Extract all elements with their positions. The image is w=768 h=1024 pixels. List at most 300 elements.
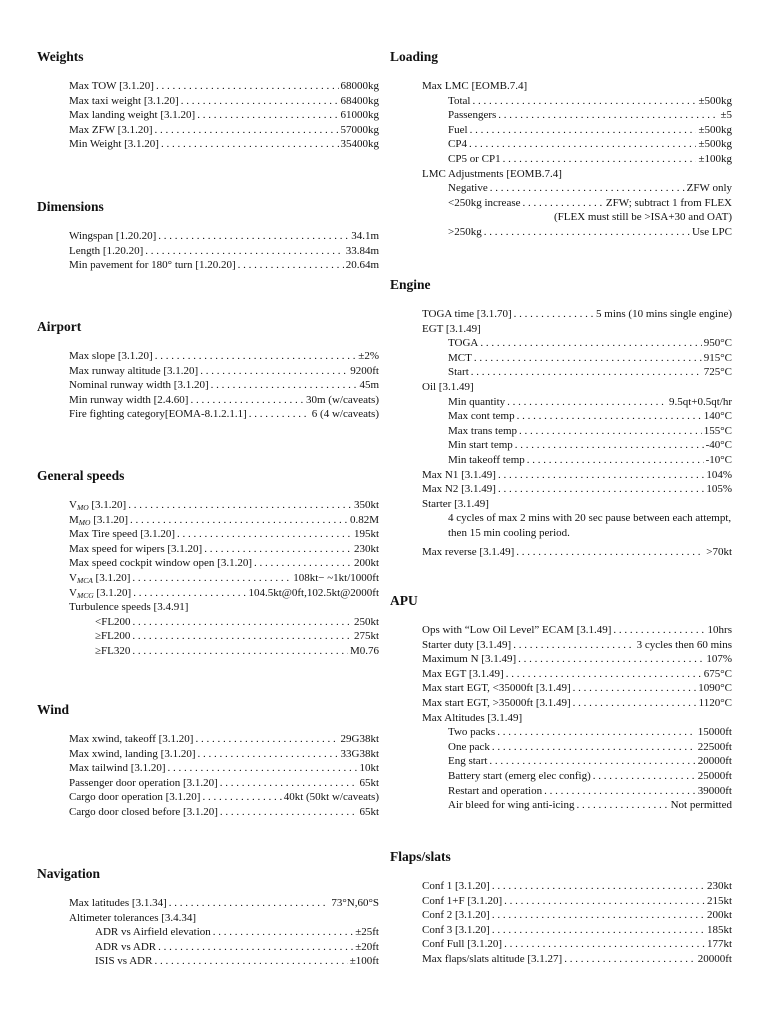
section-title-navigation: Navigation: [37, 866, 101, 881]
list-item: [37, 790, 379, 805]
list-item: [390, 784, 732, 799]
item-label: Max ZFW [3.1.20]: [69, 123, 153, 136]
symbol-subscript: MO: [76, 503, 89, 512]
leader-dots: [613, 623, 705, 638]
leader-dots: [200, 364, 348, 379]
leader-dots: [154, 954, 347, 969]
list-item: [37, 896, 379, 911]
leader-dots: [202, 790, 281, 805]
item-value: 0.82M: [349, 513, 379, 526]
item-value: 57000kg: [340, 123, 379, 136]
max-altitudes-label: Max Altitudes [3.1.49]: [422, 711, 523, 724]
leader-dots: [593, 769, 696, 784]
item-label: Cargo door closed before [3.1.20]: [69, 805, 218, 818]
item-value: 725°C: [703, 366, 732, 379]
reference: [3.1.20]: [92, 571, 131, 584]
item-value: 195kt: [353, 528, 379, 541]
item-label: ADR vs Airfield elevation: [95, 926, 211, 939]
list-item: [390, 798, 732, 813]
list-item: [37, 407, 379, 422]
list-item: [37, 747, 379, 762]
item-value: M0.76: [349, 644, 379, 657]
item-value: 155°C: [703, 424, 732, 437]
leader-dots: [498, 482, 704, 497]
leader-dots: [515, 438, 704, 453]
leader-dots: [492, 923, 705, 938]
leader-dots: [514, 307, 594, 322]
leader-dots: [480, 336, 701, 351]
list-item: [37, 586, 379, 601]
list-item: [37, 571, 379, 586]
lmc-adjustments-label: LMC Adjustments [EOMB.7.4]: [422, 167, 562, 180]
item-label: Max reverse [3.1.49]: [422, 545, 515, 558]
leader-dots: [254, 556, 352, 571]
symbol-subscript: MCA: [76, 575, 93, 585]
item-label: Battery start (emerg elec config): [448, 769, 591, 782]
reference: [3.1.20]: [90, 513, 129, 526]
section-title-airport: Airport: [37, 319, 82, 334]
list-item: [390, 137, 732, 152]
leader-dots: [145, 244, 343, 259]
list-item: [37, 364, 379, 379]
leader-dots: [564, 952, 696, 967]
item-label: Conf 3 [3.1.20]: [422, 923, 490, 936]
leader-dots: [492, 879, 705, 894]
item-label: Air bleed for wing anti-icing: [448, 799, 575, 812]
list-item: [37, 137, 379, 152]
item-value: 915°C: [703, 351, 732, 364]
item-label: TOGA time [3.1.70]: [422, 308, 512, 320]
leader-dots: [133, 615, 352, 630]
weights-list: [37, 79, 379, 152]
list-item: [390, 453, 732, 468]
symbol-main: V: [69, 586, 77, 599]
item-label: Passengers: [448, 109, 497, 122]
list-item: [390, 307, 732, 322]
list-item: [37, 108, 379, 123]
item-label: Max xwind, takeoff [3.1.20]: [69, 733, 194, 745]
section-title-loading: Loading: [390, 49, 439, 64]
item-value: ±100kg: [698, 152, 732, 165]
item-value: 68400kg: [340, 94, 379, 107]
item-value: 230kt: [706, 880, 732, 892]
leader-dots: [489, 754, 695, 769]
leader-dots: [132, 571, 291, 586]
item-label: Conf 1 [3.1.20]: [422, 880, 490, 892]
weights-section: [37, 49, 379, 152]
turbulence-label: Turbulence speeds [3.4.91]: [69, 601, 189, 614]
list-item: [390, 181, 732, 196]
item-label: Wingspan [1.20.20]: [69, 230, 157, 242]
general-speeds-section: [37, 468, 379, 659]
symbol-main: M: [69, 513, 79, 526]
list-item: [390, 952, 732, 967]
item-value: 61000kg: [340, 109, 379, 122]
item-label: CP5 or CP1: [448, 152, 501, 165]
list-item: [390, 424, 732, 439]
item-label: Max speed for wipers [3.1.20]: [69, 542, 203, 555]
leader-dots: [497, 725, 696, 740]
list-item: [390, 351, 732, 366]
list-item: [390, 468, 732, 483]
leader-dots: [133, 586, 246, 601]
item-label: <FL200: [95, 615, 131, 628]
item-value: 20000ft: [697, 755, 732, 768]
list-item: [37, 79, 379, 94]
leader-dots: [190, 393, 304, 408]
item-label: Max N1 [3.1.49]: [422, 468, 496, 481]
list-item: [390, 652, 732, 667]
item-label: One pack: [448, 740, 490, 753]
item-label: Two packs: [448, 726, 496, 739]
list-item: [37, 349, 379, 364]
leader-dots: [516, 545, 704, 560]
item-value: 65kt: [359, 805, 379, 818]
item-label: Min quantity: [448, 395, 506, 408]
item-label: Max Tire speed [3.1.20]: [69, 528, 176, 541]
leader-dots: [470, 123, 697, 138]
leader-dots: [498, 108, 718, 123]
list-item: [390, 545, 732, 560]
list-item: [37, 513, 379, 528]
item-label: Conf 2 [3.1.20]: [422, 909, 490, 922]
section-title-general-speeds: General speeds: [37, 468, 125, 483]
leader-dots: [204, 542, 352, 557]
item-label: Fuel: [448, 123, 468, 136]
item-label: Cargo door operation [3.1.20]: [69, 791, 201, 804]
item-label: ISIS vs ADR: [95, 955, 153, 968]
item-label: TOGA: [448, 337, 479, 350]
leader-dots: [518, 652, 704, 667]
item-value: 10hrs: [707, 624, 732, 636]
leader-dots: [132, 629, 352, 644]
leader-dots: [220, 776, 358, 791]
item-value: 9.5qt+0.5qt/hr: [668, 395, 732, 408]
item-value: ±500kg: [698, 123, 732, 136]
item-value: 1090°C: [698, 682, 732, 695]
list-item: [37, 629, 379, 644]
item-label: Min runway width [2.4.60]: [69, 393, 189, 406]
starter-label: Starter [3.1.49]: [422, 497, 489, 510]
wind-section: [37, 702, 379, 820]
item-value: 3 cycles then 60 mins: [636, 638, 732, 651]
flaps-slats-section: [390, 849, 732, 967]
symbol-main: V: [69, 571, 77, 584]
section-title-weights: Weights: [37, 49, 84, 64]
list-item: [37, 123, 379, 138]
item-value: ±500kg: [698, 94, 732, 107]
item-value: ZFW only: [686, 182, 732, 195]
item-value: 40kt (50kt w/caveats): [283, 791, 379, 804]
item-value: 104.5kt@0ft,102.5kt@2000ft: [248, 586, 379, 599]
item-label: Max TOW [3.1.20]: [69, 80, 154, 92]
leader-dots: [155, 123, 339, 138]
list-item: [390, 152, 732, 167]
list-item: [390, 725, 732, 740]
list-item: [390, 94, 732, 109]
item-label: Max start EGT, >35000ft [3.1.49]: [422, 696, 571, 709]
section-title-wind: Wind: [37, 702, 70, 717]
list-item: [37, 527, 379, 542]
item-value: 68000kg: [340, 80, 379, 92]
item-value: 1120°C: [698, 696, 732, 709]
leader-dots: [181, 94, 339, 109]
item-label: Starter duty [3.1.49]: [422, 638, 512, 651]
item-label: ≥FL200: [95, 630, 131, 643]
item-value: Use LPC: [691, 225, 732, 238]
item-label: Max start EGT, <35000ft [3.1.49]: [422, 682, 571, 695]
item-value: 200kt: [353, 557, 379, 570]
list-item: [390, 908, 732, 923]
item-value: 950°C: [703, 337, 732, 350]
leader-dots: [249, 407, 310, 422]
item-label: [69, 498, 126, 513]
item-value: 65kt: [359, 776, 379, 789]
item-value: 15000ft: [697, 726, 732, 739]
item-label: Max speed cockpit window open [3.1.20]: [69, 557, 252, 570]
leader-dots: [469, 137, 696, 152]
leader-dots: [220, 805, 358, 820]
item-value: 108kt− ~1kt/1000ft: [293, 571, 379, 584]
item-value: ZFW; subtract 1 from FLEX: [605, 196, 732, 209]
leader-dots: [504, 894, 705, 909]
item-label: Eng start: [448, 755, 488, 768]
item-label: Fire fighting category[EOMA-8.1.2.1.1]: [69, 408, 247, 421]
item-label: Start: [448, 366, 469, 379]
leader-dots: [498, 468, 704, 483]
reference: [3.1.20]: [88, 499, 127, 511]
leader-dots: [492, 908, 705, 923]
list-item: [390, 769, 732, 784]
item-label: [69, 571, 130, 586]
leader-dots: [474, 351, 702, 366]
leader-dots: [132, 644, 348, 659]
leader-dots: [472, 94, 696, 109]
list-item: [37, 925, 379, 940]
leader-dots: [158, 229, 349, 244]
list-item: [390, 438, 732, 453]
item-label: ADR vs ADR: [95, 940, 157, 953]
item-value: 185kt: [706, 923, 732, 936]
item-value: 104%: [706, 468, 732, 481]
section-title-engine: Engine: [390, 277, 431, 292]
item-label: Max xwind, landing [3.1.20]: [69, 747, 196, 760]
leader-dots: [513, 638, 634, 653]
leader-dots: [471, 365, 702, 380]
item-value: >70kt: [706, 545, 732, 558]
item-label: Total: [448, 94, 471, 107]
item-value: 39000ft: [697, 784, 732, 797]
list-item: [390, 108, 732, 123]
list-item: [37, 378, 379, 393]
leader-dots: [213, 925, 353, 940]
list-item: [390, 123, 732, 138]
list-item: [390, 482, 732, 497]
item-value: 215kt: [706, 894, 732, 907]
navigation-section: [37, 866, 379, 969]
item-label: Max slope [3.1.20]: [69, 350, 153, 362]
loading-section: [390, 49, 732, 240]
leader-dots: [573, 681, 697, 696]
dimensions-section: [37, 199, 379, 273]
list-item: [390, 696, 732, 711]
list-item: [390, 225, 732, 240]
item-value: 105%: [706, 483, 732, 496]
oil-label: Oil [3.1.49]: [422, 380, 474, 393]
item-value: 230kt: [353, 542, 379, 555]
list-item: [390, 623, 732, 638]
item-label: CP4: [448, 138, 467, 151]
item-label: Min takeoff temp: [448, 453, 525, 466]
item-label: Max EGT [3.1.49]: [422, 667, 504, 680]
list-item: [37, 761, 379, 776]
list-item: [390, 894, 732, 909]
item-label: Max flaps/slats altitude [3.1.27]: [422, 952, 563, 965]
item-label: Nominal runway width [3.1.20]: [69, 379, 209, 392]
item-value: 9200ft: [350, 364, 379, 377]
list-item: [390, 879, 732, 894]
flex-note: (FLEX must still be >ISA+30 and OAT): [553, 211, 732, 224]
item-label: Conf Full [3.1.20]: [422, 938, 503, 951]
item-value: 275kt: [353, 630, 379, 643]
item-label: Passenger door operation [3.1.20]: [69, 776, 218, 789]
list-item: [37, 954, 379, 969]
item-label: Max taxi weight [3.1.20]: [69, 94, 179, 107]
item-value: ±5: [720, 109, 732, 122]
symbol-subscript: MCG: [76, 590, 94, 600]
item-value: 200kt: [706, 909, 732, 922]
symbol-main: V: [69, 499, 77, 511]
leader-dots: [195, 732, 338, 747]
engine-section: [390, 277, 732, 559]
leader-dots: [544, 784, 696, 799]
list-item: [390, 754, 732, 769]
item-label: MCT: [448, 351, 472, 364]
item-label: Min Weight [3.1.20]: [69, 138, 159, 151]
item-label: Conf 1+F [3.1.20]: [422, 894, 503, 907]
leader-dots: [238, 258, 344, 273]
item-value: 177kt: [706, 938, 732, 951]
item-label: Max trans temp: [448, 424, 518, 437]
item-value: 30m (w/caveats): [306, 393, 379, 406]
item-value: ±2%: [358, 350, 379, 362]
item-value: 20000ft: [697, 952, 732, 965]
list-item: [37, 615, 379, 630]
section-title-flaps-slats: Flaps/slats: [390, 849, 451, 864]
item-label: Min pavement for 180° turn [1.20.20]: [69, 259, 236, 272]
item-label: >250kg: [448, 225, 482, 238]
item-value: ±500kg: [698, 138, 732, 151]
item-label: Length [1.20.20]: [69, 244, 144, 257]
max-lmc-label: Max LMC [EOMB.7.4]: [422, 80, 528, 92]
item-value: 45m: [359, 379, 379, 392]
item-value: ±25ft: [355, 926, 379, 939]
item-label: [69, 513, 128, 528]
item-value: 29G38kt: [340, 733, 379, 745]
leader-dots: [503, 152, 697, 167]
item-label: Min start temp: [448, 439, 513, 452]
section-title-apu: APU: [390, 593, 418, 608]
list-item: [37, 229, 379, 244]
item-label: ≥FL320: [95, 644, 131, 657]
leader-dots: [168, 761, 358, 776]
leader-dots: [197, 747, 338, 762]
leader-dots: [177, 527, 352, 542]
list-item: [37, 244, 379, 259]
item-label: [69, 586, 131, 601]
leader-dots: [517, 409, 702, 424]
list-item: [37, 776, 379, 791]
leader-dots: [130, 513, 348, 528]
item-value: 350kt: [353, 499, 379, 511]
leader-dots: [506, 667, 702, 682]
leader-dots: [519, 424, 702, 439]
item-label: Max N2 [3.1.49]: [422, 483, 496, 496]
item-value: 5 mins (10 mins single engine): [596, 308, 732, 320]
item-value: ±20ft: [355, 940, 379, 953]
item-value: Not permitted: [670, 799, 732, 812]
list-item: [390, 638, 732, 653]
list-item: [390, 740, 732, 755]
item-value: 34.1m: [351, 230, 379, 242]
leader-dots: [197, 108, 338, 123]
item-value: 107%: [706, 653, 732, 666]
item-value: 20.64m: [345, 259, 379, 272]
leader-dots: [504, 937, 705, 952]
leader-dots: [156, 79, 339, 94]
leader-dots: [128, 498, 352, 513]
list-item: [37, 258, 379, 273]
leader-dots: [158, 940, 353, 955]
item-value: 140°C: [703, 410, 732, 423]
list-item: [390, 409, 732, 424]
list-item: [390, 336, 732, 351]
list-item: [390, 365, 732, 380]
list-item: [37, 940, 379, 955]
leader-dots: [490, 181, 685, 196]
list-item: [390, 937, 732, 952]
list-item: [37, 94, 379, 109]
apu-section: [390, 593, 732, 813]
list-item: [390, 667, 732, 682]
item-label: Ops with “Low Oil Level” ECAM [3.1.49]: [422, 624, 612, 636]
airport-section: [37, 319, 379, 422]
item-value: 6 (4 w/caveats): [311, 408, 379, 421]
item-value: 22500ft: [697, 740, 732, 753]
item-value: 33.84m: [345, 244, 379, 257]
leader-dots: [573, 696, 697, 711]
list-item: [37, 805, 379, 820]
leader-dots: [484, 225, 690, 240]
altimeter-label: Altimeter tolerances [3.4.34]: [69, 911, 197, 924]
starter-text: 4 cycles of max 2 mins with 20 sec pause between each attempt, then 15 min cooling period.: [448, 512, 732, 539]
item-label: Max runway altitude [3.1.20]: [69, 364, 199, 377]
item-label: Restart and operation: [448, 784, 543, 797]
list-item: [390, 395, 732, 410]
leader-dots: [169, 896, 330, 911]
item-label: Max tailwind [3.1.20]: [69, 762, 166, 775]
list-item: [37, 732, 379, 747]
leader-dots: [155, 349, 357, 364]
list-item: [37, 498, 379, 513]
section-title-dimensions: Dimensions: [37, 199, 104, 214]
leader-dots: [527, 453, 704, 468]
list-item: [390, 923, 732, 938]
leader-dots: [492, 740, 696, 755]
list-item: [37, 644, 379, 659]
leader-dots: [507, 395, 667, 410]
item-value: 33G38kt: [340, 747, 379, 760]
